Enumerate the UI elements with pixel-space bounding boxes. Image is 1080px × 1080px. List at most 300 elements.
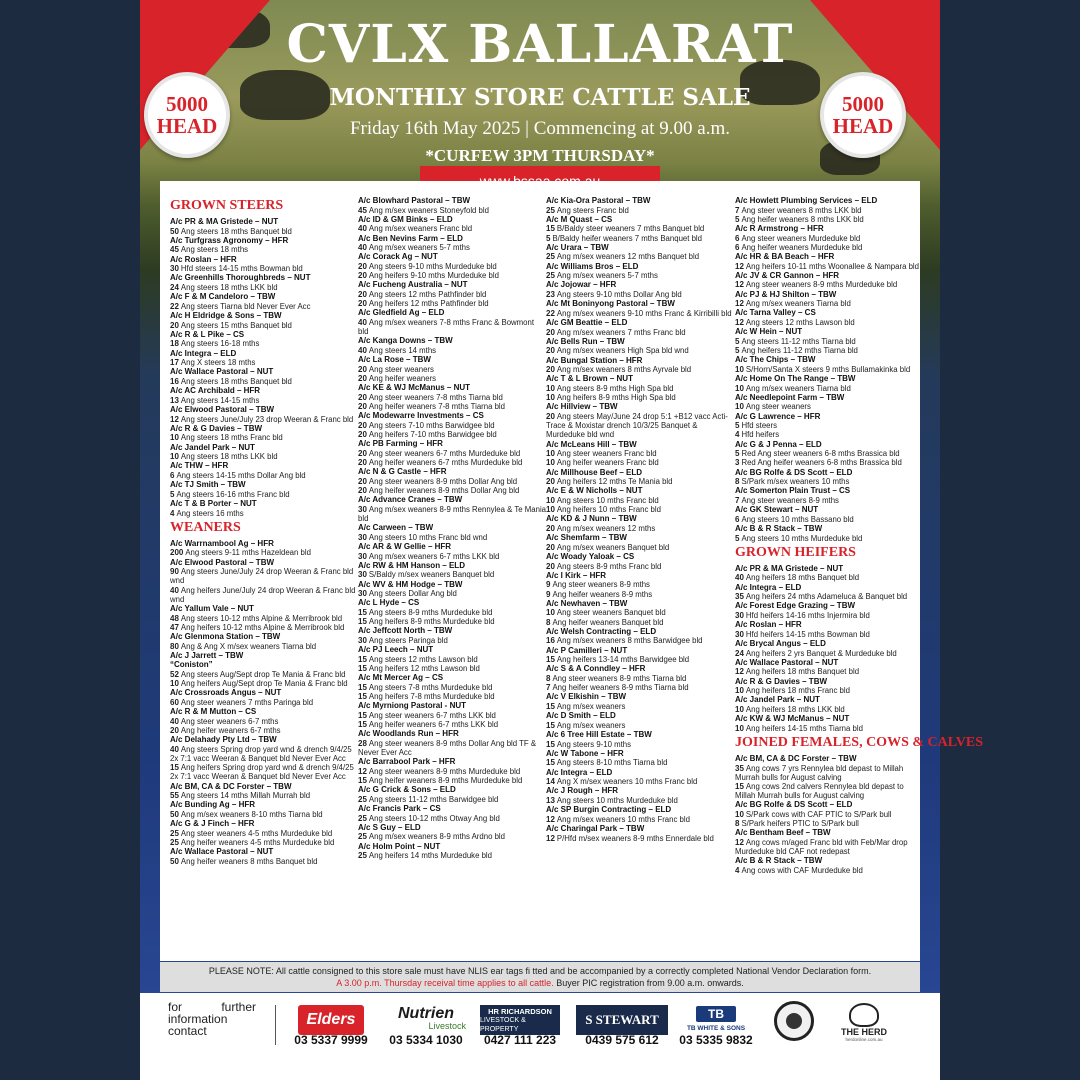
vendor-account: A/c Turfgrass Agronomy – HFR [170, 235, 289, 245]
vendor-account: A/c Carween – TBW [358, 523, 434, 533]
lot-line [170, 377, 358, 386]
head-count: 40 [358, 224, 367, 234]
head-count: 30 [735, 629, 744, 639]
lot-description: Ang steers 18 mths LKK bld [180, 282, 278, 292]
lot-line [735, 206, 923, 215]
head-count: 55 [170, 791, 179, 801]
lot-line [546, 636, 734, 645]
lot-description: Ang steers 18 mths Franc bld [180, 433, 283, 443]
vendor-account: A/c Greenhills Thoroughbreds – NUT [170, 273, 311, 283]
lot-description: Ang steer weaners 8 mths LKK bld [741, 205, 862, 215]
vendor-account: A/c Kia-Ora Pastoral – TBW [546, 196, 651, 205]
lot-line [358, 814, 546, 823]
lot-description: Ang m/sex weaners Franc bld [368, 224, 473, 234]
lot-line [358, 449, 546, 458]
lot-description: S/Baldy m/sex weaners Banquet bld [368, 570, 495, 580]
vendor-account: A/c Jeffcott North – TBW [358, 626, 453, 636]
vendor-account: A/c Ben Nevins Farm – ELD [358, 233, 463, 243]
lot-description: Ang steer weaners 8-9 mths Dollar Ang bld TF & Never Ever Acc [358, 738, 537, 757]
head-count: 15 [546, 701, 555, 711]
lot-line [735, 705, 923, 714]
head-count: 20 [546, 411, 555, 421]
lot-line [546, 271, 734, 280]
vendor-account: A/c Wallace Pastoral – NUT [735, 657, 839, 667]
lot-line [546, 496, 734, 505]
vendor-account: A/c B & R Stack – TBW [735, 523, 823, 533]
lot-description: Ang steers 8-9 mths Franc bld [556, 561, 662, 571]
head-count: 15 [358, 682, 367, 692]
lot-description: Ang steers 14-15 mths [180, 395, 260, 405]
vendor-account: A/c KW & WJ McManus – NUT [735, 714, 850, 724]
head-count: 22 [170, 301, 179, 311]
vendor-account: “Coniston” [170, 660, 213, 670]
lot-line [358, 458, 546, 467]
vendor-account: A/c BM, CA & DC Forster – TBW [735, 753, 857, 763]
head-count: 4 [170, 508, 175, 518]
lot-description: Ang steers 10-12 mths Alpine & Merribrook bld [180, 613, 343, 623]
head-count: 20 [358, 457, 367, 467]
lot-line [358, 430, 546, 439]
tb-white-phone[interactable]: 03 5335 9832 [679, 1033, 753, 1047]
lot-description: Ang steers 10 mths Murdeduke bld [556, 795, 678, 805]
lot-line [546, 580, 734, 589]
head-count: 10 [735, 364, 744, 374]
vendor-account: A/c BG Rolfe & DS Scott – ELD [735, 467, 853, 477]
vendor-account: A/c V Elkishin – TBW [546, 692, 627, 702]
lot-line [735, 262, 923, 271]
lot-description: Ang heifers Aug/Sept drop Te Mania & Franc bld [180, 679, 348, 689]
lot-description: Ang heifer weaners 8-9 mths [552, 589, 653, 599]
lot-description: Ang heifer weaners 6-7 mths [180, 725, 281, 735]
head-count: 40 [170, 585, 179, 595]
lot-description: Ang heifers 24 mths Adameluca & Banquet bld [745, 592, 908, 602]
lot-line [546, 674, 734, 683]
agents-association-seal-icon [774, 1001, 814, 1041]
head-count: 20 [546, 365, 555, 375]
head-count: 6 [735, 242, 740, 252]
head-count: 20 [358, 261, 367, 271]
vendor-account: A/c Tarna Valley – CS [735, 308, 816, 318]
lot-line [546, 365, 734, 374]
vendor-account: A/c B & R Stack – TBW [735, 856, 823, 866]
head-count: 50 [170, 226, 179, 236]
vendor-account: A/c Integra – ELD [735, 582, 802, 592]
lot-line [170, 339, 358, 348]
lot-description: Ang steers 9-11 mths Hazeldean bld [185, 548, 311, 558]
vendor-account: A/c R & L Pike – CS [170, 329, 245, 339]
lot-line [735, 515, 923, 524]
notice-line: PLEASE NOTE: All cattle consigned to this store sale must have NLIS ear tags fi tted and be accompanied by a correctly completed National Vendor Declaration form. [208, 966, 872, 976]
lot-line [735, 724, 923, 733]
section-heading: JOINED FEMALES, COWS & CALVES [735, 734, 984, 750]
listing-column-4 [735, 196, 984, 875]
sale-date: Friday 16th May 2025 | Commencing at 9.00 a.m. [349, 118, 731, 139]
badge-unit: HEAD [156, 114, 218, 138]
lot-description: Hfd steers 14-15 mths Bowman bld [180, 264, 303, 274]
head-count: 5 [546, 233, 551, 243]
vendor-account: A/c HR & BA Beach – HFR [735, 252, 835, 261]
vendor-account: A/c R Armstrong – HFR [735, 224, 824, 233]
lot-description: Ang heifer weaners 7-8 mths Tiarna bld [368, 401, 505, 411]
lot-line [735, 534, 923, 543]
lot-description: Ang steers 16-18 mths [180, 339, 260, 349]
lot-line [546, 618, 734, 627]
lot-line [358, 421, 546, 430]
sale-title: CVLX BALLARAT [286, 14, 794, 75]
head-count: 20 [546, 523, 555, 533]
vendor-account: A/c RW & HM Hanson – ELD [358, 560, 465, 570]
lot-line [546, 815, 734, 824]
head-count: 30 [358, 532, 367, 542]
footer [140, 993, 940, 1080]
head-count: 10 [735, 686, 744, 696]
lot-line [358, 776, 546, 785]
lot-description: Ang steers 9-10 mths Murdeduke bld [368, 261, 497, 271]
vendor-account: A/c KE & WJ McManus – NUT [358, 383, 471, 393]
section-heading: GROWN STEERS [170, 198, 284, 213]
lot-description: Ang steers 11-12 mths Tiarna bld [741, 336, 856, 346]
lot-line [546, 393, 734, 402]
lot-description: Ang heifers 18 mths LKK bld [745, 704, 845, 714]
lot-line [358, 271, 546, 280]
lot-description: Ang steers June/July 24 drop Weeran & Franc bld wnd [170, 567, 354, 586]
head-count: 12 [735, 667, 744, 677]
lot-line [170, 452, 358, 461]
lot-line [735, 630, 923, 639]
lot-description: Ang m/sex weaners 12 mths [556, 523, 656, 533]
lot-line [735, 421, 923, 430]
lot-line [735, 611, 923, 620]
contact-bracket [266, 1005, 276, 1045]
head-count: 60 [170, 697, 179, 707]
nutrien-name: Nutrien [398, 1005, 454, 1022]
tb-mark: TB [696, 1006, 736, 1022]
head-count: 25 [546, 205, 555, 215]
lot-description: Ang X m/sex weaners 10 mths Franc bld [556, 777, 698, 787]
vendor-account: A/c ID & GM Binks – ELD [358, 214, 453, 224]
lot-description: Ang heifers 10 mths Franc bld [556, 505, 661, 515]
vendor-account: A/c Wallace Pastoral – NUT [170, 367, 274, 377]
lot-line [735, 280, 923, 289]
lot-line [546, 740, 734, 749]
head-count: 10 [546, 458, 555, 468]
lot-description: Ang m/sex weaners [556, 701, 626, 711]
lot-line [735, 365, 923, 374]
lot-line [735, 649, 923, 658]
head-count: 5 [170, 489, 175, 499]
vendor-account: A/c PJ Leech – NUT [358, 645, 434, 655]
lot-line [170, 726, 358, 735]
lot-line [735, 686, 923, 695]
lot-description: Ang heifers 7-8 mths Murdeduke bld [368, 691, 495, 701]
lot-description: Ang heifers 8-9 mths Murdeduke bld [368, 617, 495, 627]
contact-label [168, 1001, 278, 1037]
lot-line [735, 215, 923, 224]
receival-time-notice: A 3.00 p.m. Thursday receival time applies to all cattle. [336, 978, 554, 988]
vendor-account: A/c PJ & HJ Shilton – TBW [735, 289, 837, 299]
lot-line [170, 829, 358, 838]
stewart-phone[interactable]: 0439 575 612 [585, 1033, 659, 1047]
lot-description: Ang heifer weaners 8-9 mths Dollar Ang bld [368, 485, 520, 495]
head-count: 8 [546, 673, 551, 683]
vendor-account: A/c Glenmona Station – TBW [170, 631, 281, 641]
head-count: 10 [735, 809, 744, 819]
lot-line [170, 302, 358, 311]
head-count: 45 [170, 245, 179, 255]
stewart-logo: S STEWART [576, 1005, 668, 1035]
head-count: 25 [358, 813, 367, 823]
lot-description: S/Horn/Santa X steers 9 mths Bullamakinka bld [745, 364, 911, 374]
lot-description: B/Baldy steer weaners 7 mths Banquet bld [556, 224, 705, 234]
lot-line [170, 670, 358, 679]
lot-line [358, 365, 546, 374]
head-count: 40 [170, 744, 179, 754]
lot-description: Ang steers 18 mths Banquet bld [180, 376, 292, 386]
head-count: 50 [170, 809, 179, 819]
vendor-account: A/c Roslan – HFR [170, 254, 237, 264]
head-count: 30 [358, 504, 367, 514]
lot-description: Ang steers 12 mths Pathfinder bld [368, 289, 487, 299]
lot-description: Ang steer weaners 8-9 mths Tiarna bld [552, 673, 687, 683]
lot-line [546, 590, 734, 599]
vendor-account: A/c R & G Davies – TBW [170, 423, 263, 433]
nutrien-phone[interactable]: 03 5334 1030 [389, 1033, 463, 1047]
lot-description: Ang m/sex weaners 8-9 mths Ardno bld [368, 832, 505, 842]
lot-description: Ang m/sex weaners 8 mths Ayrvale bld [556, 365, 692, 375]
lot-line [170, 396, 358, 405]
vendor-account: A/c I Kirk – HFR [546, 570, 607, 580]
vendor-account: A/c Charingal Park – TBW [546, 823, 645, 833]
lot-description: Ang steers 14-15 mths Dollar Ang bld [176, 470, 306, 480]
head-count: 12 [735, 317, 744, 327]
lot-description: Ang heifers 12 mths Te Mania bld [556, 477, 673, 487]
lot-description: Ang steers Dollar Ang bld [368, 589, 457, 599]
tb-white-logo [688, 1005, 744, 1035]
nlis-notice [160, 962, 920, 992]
head-count: 20 [358, 420, 367, 430]
lot-description: Ang heifers 2 yrs Banquet & Murdeduke bld [745, 648, 897, 658]
vendor-account: A/c Blowhard Pastoral – TBW [358, 196, 471, 205]
lot-description: Ang heifers 9-10 mths Murdeduke bld [368, 271, 499, 281]
lot-line [735, 866, 923, 875]
lot-line [358, 589, 546, 598]
vendor-account: A/c BM, CA & DC Forster – TBW [170, 781, 292, 791]
lot-line [170, 791, 358, 800]
vendor-account: A/c BG Rolfe & DS Scott – ELD [735, 800, 853, 810]
head-count: 28 [358, 738, 367, 748]
lot-line [170, 245, 358, 254]
head-count: 24 [735, 648, 744, 658]
lot-description: Ang steer weaners Murdeduke bld [741, 233, 861, 243]
head-count: 8 [546, 617, 551, 627]
vendor-account: A/c Welsh Contracting – ELD [546, 626, 657, 636]
curfew-notice: *CURFEW 3PM THURSDAY* [425, 146, 655, 165]
lot-line [735, 477, 923, 486]
lot-description: Ang steers 9-10 mths Dollar Ang bld [556, 289, 682, 299]
lot-description: Ang heifers 14-15 mths Tiarna bld [745, 723, 863, 733]
lot-description: Ang steers Franc bld [556, 205, 629, 215]
lot-description: S/Park cows with CAF PTIC to S/Park bull [745, 809, 892, 819]
hr-sub: LIVESTOCK & PROPERTY [480, 1016, 526, 1033]
lot-line [735, 299, 923, 308]
head-count: 10 [546, 383, 555, 393]
head-count: 12 [170, 414, 179, 424]
lot-line [170, 717, 358, 726]
lot-line [358, 617, 546, 626]
lot-description: Ang steers Tiarna bld Never Ever Acc [180, 301, 311, 311]
lot-description: Ang heifer weaners 6-7 mths LKK bld [368, 719, 499, 729]
lot-description: Ang heifers 18 mths Banquet bld [745, 573, 860, 583]
poster [140, 0, 984, 1080]
head-count: 15 [358, 654, 367, 664]
lot-description: Hfd heifers [741, 430, 780, 440]
head-count: 5 [735, 533, 740, 543]
lot-line [170, 471, 358, 480]
head-count: 7 [546, 683, 551, 693]
lot-description: Ang steer weaners Franc bld [556, 449, 657, 459]
vendor-account: A/c JV & CR Gannon – HFR [735, 270, 840, 280]
lot-description: Ang heifers 12 mths Pathfinder bld [368, 299, 489, 309]
lot-line [546, 449, 734, 458]
lot-line [546, 328, 734, 337]
lot-line [546, 309, 734, 318]
lot-description: Ang steers 8-9 mths High Spa bld [556, 383, 674, 393]
head-count: 200 [170, 548, 184, 558]
head-count: 10 [170, 433, 179, 443]
vendor-account: A/c Wallace Pastoral – NUT [170, 847, 274, 857]
lot-description: Ang steers 10-12 mths Otway Ang bld [368, 813, 500, 823]
vendor-account: A/c Warrnambool Ag – HFR [170, 538, 274, 548]
head-count: 5 [735, 336, 740, 346]
head-count: 40 [735, 573, 744, 583]
head-count: 6 [735, 233, 740, 243]
vendor-account: A/c S Guy – ELD [358, 822, 421, 832]
vendor-account: A/c AR & W Gellie – HFR [358, 541, 452, 551]
lot-description: S/Park m/sex weaners 10 mths [741, 477, 850, 487]
head-count: 15 [358, 663, 367, 673]
vendor-account: A/c Crossroads Angus – NUT [170, 688, 282, 698]
vendor-account: A/c PR & MA Gristede – NUT [170, 217, 279, 226]
lot-description: Ang cows with CAF Murdeduke bld [741, 865, 863, 875]
head-count: 10 [735, 704, 744, 714]
head-count: 20 [358, 485, 367, 495]
lot-line [170, 763, 358, 781]
lot-line [170, 490, 358, 499]
head-count: 23 [546, 289, 555, 299]
lot-line [170, 264, 358, 273]
head-count: 20 [546, 561, 555, 571]
badge-unit: HEAD [832, 114, 894, 138]
vendor-account: A/c 6 Tree Hill Estate – TBW [546, 729, 652, 739]
head-count: 20 [546, 542, 555, 552]
vendor-account: A/c P Camilleri – NUT [546, 645, 628, 655]
vendor-account: A/c R & G Davies – TBW [735, 676, 828, 686]
vendor-account: A/c SP Burgin Contracting – ELD [546, 805, 672, 815]
lot-line [358, 655, 546, 664]
vendor-account: A/c G & J Finch – HFR [170, 819, 255, 829]
lot-description: Ang m/sex weaners 8-9 mths Rennylea & Te Mania bld [358, 504, 547, 523]
head-count: 10 [546, 449, 555, 459]
lot-line [735, 346, 923, 355]
lot-line [358, 832, 546, 841]
lot-description: Ang steers 18 mths LKK bld [180, 452, 278, 462]
hr-richardson-logo [480, 1005, 560, 1035]
elders-phone[interactable]: 03 5337 9999 [294, 1033, 368, 1047]
vendor-account: A/c KD & J Nunn – TBW [546, 514, 637, 524]
head-count: 18 [170, 339, 179, 349]
vendor-account: A/c Bunding Ag – HFR [170, 800, 256, 810]
lot-line [170, 745, 358, 763]
vendor-account: A/c Millhouse Beef – ELD [546, 467, 643, 477]
vendor-account: A/c Roslan – HFR [735, 620, 802, 630]
lot-line [358, 851, 546, 860]
vendor-account: A/c Integra – ELD [546, 767, 613, 777]
lot-description: Ang steers 10 mths Bassano bld [741, 514, 854, 524]
lot-description: Red Ang heifer weaners 6-8 mths Brassica bld [741, 458, 902, 468]
lot-line [170, 509, 358, 518]
lot-description: Hfd heifers 14-15 mths Bowman bld [745, 629, 870, 639]
lot-line [358, 206, 546, 215]
lot-line [546, 562, 734, 571]
lot-description: Ang X steers 18 mths [180, 358, 256, 368]
lot-line [170, 415, 358, 424]
lot-description: Ang heifer weaners 4-5 mths Murdeduke bld [180, 837, 335, 847]
vendor-account: A/c Yallum Vale – NUT [170, 603, 254, 613]
lot-line [358, 720, 546, 729]
lot-line [170, 698, 358, 707]
badge-number: 5000 [842, 92, 884, 116]
lot-line [546, 458, 734, 467]
lot-line [546, 655, 734, 664]
head-count: 4 [735, 865, 740, 875]
head-count: 20 [170, 320, 179, 330]
lot-description: Ang heifers 10-12 mths Alpine & Merribrook bld [180, 622, 345, 632]
lot-description: Ang steer weaners 8-9 mths Murdeduke bld [368, 766, 521, 776]
lot-line [735, 838, 923, 856]
lot-line [358, 505, 546, 523]
head-count: 12 [735, 261, 744, 271]
head-count: 30 [170, 264, 179, 274]
lot-description: Ang heifer weaners Franc bld [556, 458, 659, 468]
head-count: 25 [546, 252, 555, 262]
head-count: 25 [546, 271, 555, 281]
hr-richardson-phone[interactable]: 0427 111 223 [483, 1033, 557, 1047]
listing-column-3 [546, 196, 734, 843]
vendor-account: A/c Somerton Plain Trust – CS [735, 486, 851, 496]
lot-description: Ang heifer weaners 8 mths Banquet bld [180, 856, 318, 866]
lot-line [546, 290, 734, 299]
lot-line [546, 758, 734, 767]
badge-number: 5000 [166, 92, 208, 116]
lot-line [735, 819, 923, 828]
head-count: 10 [170, 452, 179, 462]
lot-line [735, 402, 923, 411]
head-count: 25 [358, 794, 367, 804]
lot-description: Ang heifers 18 mths Banquet bld [745, 667, 860, 677]
lot-description: Ang steers 14 mths Millah Murrah bld [180, 791, 311, 801]
vendor-account: A/c Francis Park – CS [358, 803, 441, 813]
head-count: 20 [358, 299, 367, 309]
lot-description: Ang heifer weaners [368, 373, 437, 383]
lot-line [735, 810, 923, 819]
lot-line [170, 548, 358, 557]
head-count: 16 [546, 636, 555, 646]
lot-description: Ang heifer weaners Murdeduke bld [741, 242, 863, 252]
lot-description: Ang cows 7 yrs Rennylea bld depast to Millah Murrah bulls for August calving [735, 763, 904, 782]
lot-description: Ang m/sex weaners 7-8 mths Franc & Bowmont bld [358, 317, 535, 337]
vendor-account: A/c Hillview – TBW [546, 402, 618, 412]
head-count: 15 [546, 739, 555, 749]
